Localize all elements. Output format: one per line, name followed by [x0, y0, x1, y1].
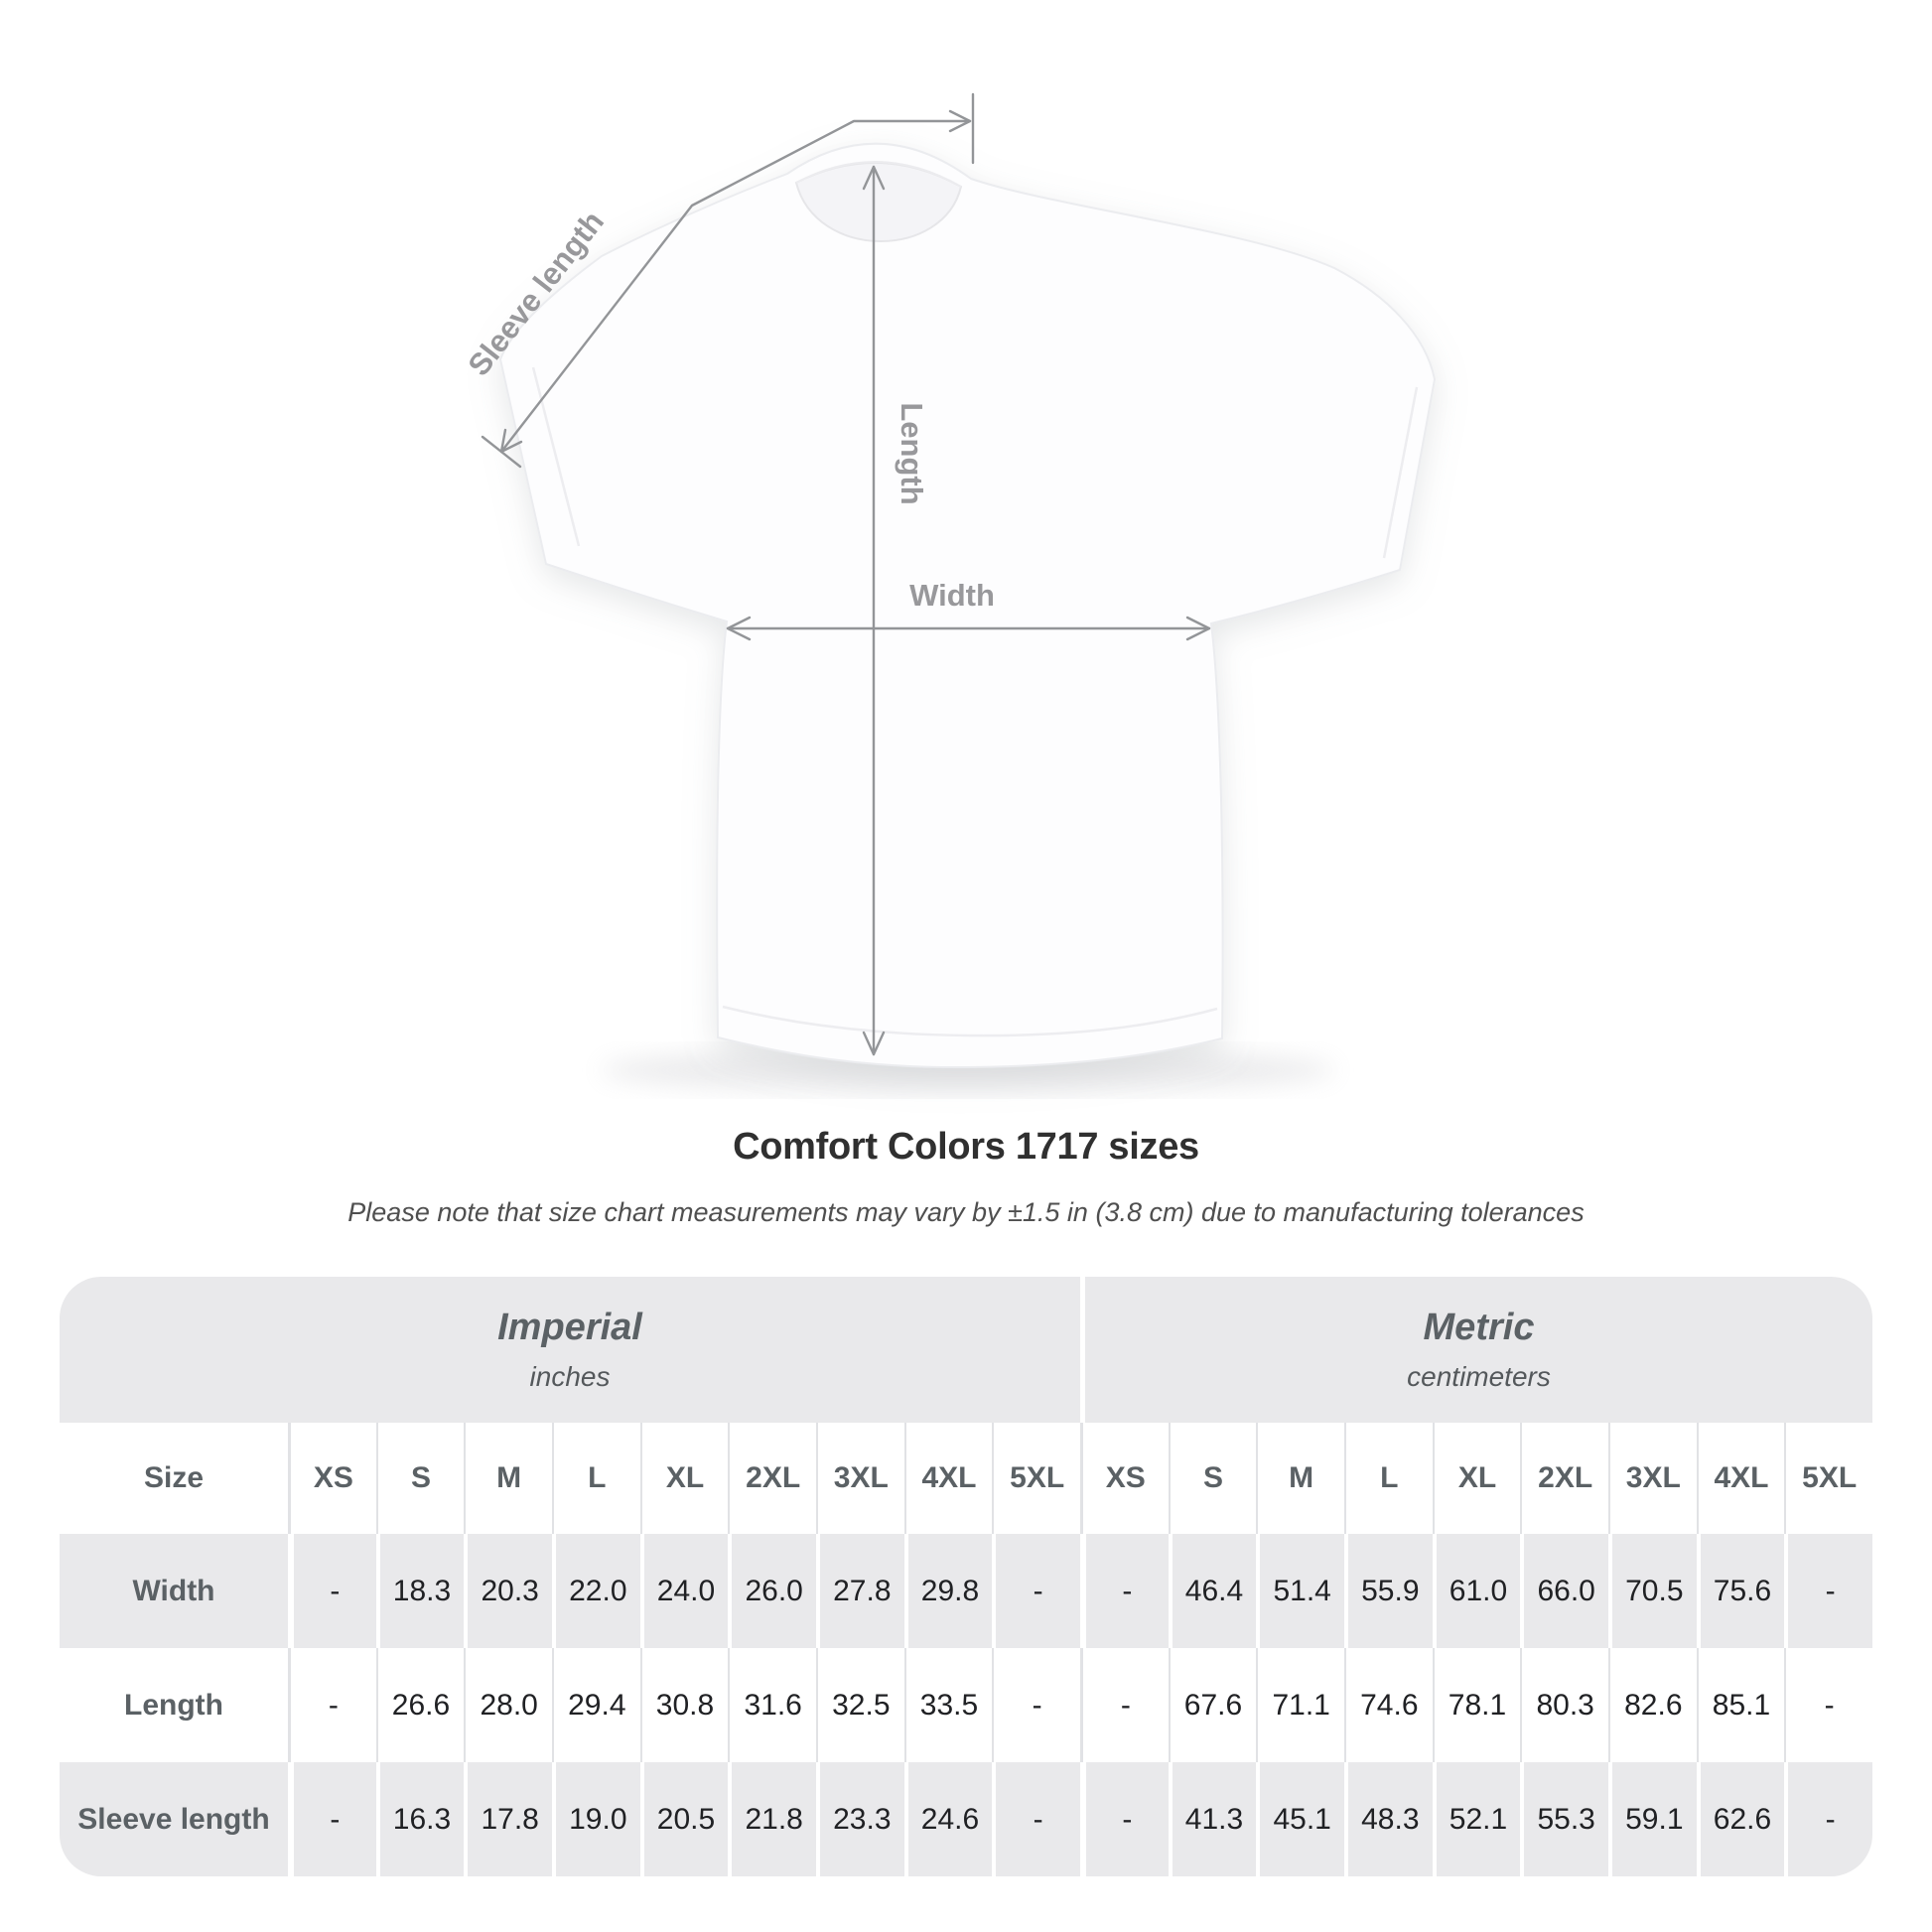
size-value-cell: 21.8	[728, 1762, 816, 1876]
size-value-cell: 26.6	[376, 1648, 465, 1762]
size-value-cell: 46.4	[1169, 1534, 1257, 1648]
size-value-cell: 78.1	[1433, 1648, 1521, 1762]
page-title: Comfort Colors 1717 sizes	[733, 1126, 1199, 1168]
size-col-header: 3XL	[1608, 1423, 1697, 1534]
size-value-cell: -	[1080, 1648, 1169, 1762]
size-value-cell: 19.0	[552, 1762, 640, 1876]
metric-group-header	[1080, 1277, 1872, 1423]
size-col-header: 2XL	[1520, 1423, 1608, 1534]
sleeve-length-label: Sleeve length	[461, 205, 612, 383]
measurement-row	[60, 1648, 1872, 1762]
size-value-cell: 22.0	[552, 1534, 640, 1648]
size-col-header: S	[376, 1423, 465, 1534]
size-col-header: XL	[1433, 1423, 1521, 1534]
size-value-cell: -	[1784, 1648, 1872, 1762]
size-value-cell: 16.3	[376, 1762, 465, 1876]
size-value-cell: 27.8	[816, 1534, 904, 1648]
unit-header-row	[60, 1277, 1872, 1423]
size-value-cell: 74.6	[1344, 1648, 1433, 1762]
size-corner-label: Size	[143, 1461, 205, 1494]
measurement-row	[60, 1534, 1872, 1648]
size-value-cell: 29.8	[904, 1534, 993, 1648]
size-value-cell: -	[288, 1762, 376, 1876]
size-value-cell: 32.5	[816, 1648, 904, 1762]
size-value-cell: -	[1080, 1762, 1169, 1876]
size-value-cell: 66.0	[1520, 1534, 1608, 1648]
size-col-header: 4XL	[904, 1423, 993, 1534]
size-col-header: L	[552, 1423, 640, 1534]
size-col-header: S	[1169, 1423, 1257, 1534]
size-value-cell: -	[1784, 1762, 1872, 1876]
size-value-cell: 17.8	[464, 1762, 552, 1876]
size-value-cell: 80.3	[1520, 1648, 1608, 1762]
size-value-cell: 55.9	[1344, 1534, 1433, 1648]
size-value-cell: 75.6	[1697, 1534, 1785, 1648]
size-col-header: XL	[640, 1423, 729, 1534]
size-value-cell: -	[992, 1648, 1080, 1762]
size-value-cell: 45.1	[1256, 1762, 1344, 1876]
size-col-header: XS	[288, 1423, 376, 1534]
size-value-cell: 70.5	[1608, 1534, 1697, 1648]
size-value-cell: 41.3	[1169, 1762, 1257, 1876]
size-value-cell: 61.0	[1433, 1534, 1521, 1648]
size-value-cell: 85.1	[1697, 1648, 1785, 1762]
size-value-cell: 71.1	[1256, 1648, 1344, 1762]
measurement-row-label: Length	[124, 1688, 223, 1722]
imperial-group-header	[60, 1277, 1080, 1423]
size-col-header: XS	[1080, 1423, 1169, 1534]
size-col-header: 5XL	[992, 1423, 1080, 1534]
measurement-row-label: Width	[132, 1574, 215, 1607]
size-value-cell: 26.0	[728, 1534, 816, 1648]
size-value-cell: -	[992, 1534, 1080, 1648]
size-value-cell: 82.6	[1608, 1648, 1697, 1762]
size-value-cell: 20.5	[640, 1762, 729, 1876]
size-value-cell: -	[1080, 1534, 1169, 1648]
size-value-cell: 28.0	[464, 1648, 552, 1762]
size-table	[60, 1277, 1872, 1876]
size-value-cell: 67.6	[1169, 1648, 1257, 1762]
size-col-header: M	[464, 1423, 552, 1534]
size-col-header: 5XL	[1784, 1423, 1872, 1534]
size-value-cell: -	[992, 1762, 1080, 1876]
size-value-cell: -	[1784, 1534, 1872, 1648]
metric-unit-label: centimeters	[1407, 1361, 1551, 1392]
size-col-header: 3XL	[816, 1423, 904, 1534]
size-value-cell: -	[288, 1534, 376, 1648]
size-value-cell: 31.6	[728, 1648, 816, 1762]
size-value-cell: 51.4	[1256, 1534, 1344, 1648]
imperial-unit-label: inches	[529, 1361, 611, 1392]
metric-label: Metric	[1423, 1307, 1535, 1348]
size-value-cell: 20.3	[464, 1534, 552, 1648]
size-value-cell: 62.6	[1697, 1762, 1785, 1876]
tolerance-note: Please note that size chart measurements may vary by ±1.5 in (3.8 cm) due to manufacturing tolerances	[347, 1197, 1585, 1227]
size-col-header: 2XL	[728, 1423, 816, 1534]
size-value-cell: -	[288, 1648, 376, 1762]
size-value-cell: 55.3	[1520, 1762, 1608, 1876]
size-value-cell: 23.3	[816, 1762, 904, 1876]
size-value-cell: 29.4	[552, 1648, 640, 1762]
size-value-cell: 30.8	[640, 1648, 729, 1762]
size-col-header: 4XL	[1697, 1423, 1785, 1534]
size-value-cell: 59.1	[1608, 1762, 1697, 1876]
size-value-cell: 24.6	[904, 1762, 993, 1876]
size-value-cell: 18.3	[376, 1534, 465, 1648]
size-value-cell: 24.0	[640, 1534, 729, 1648]
size-value-cell: 52.1	[1433, 1762, 1521, 1876]
size-header-row	[60, 1423, 1872, 1534]
imperial-label: Imperial	[497, 1307, 642, 1348]
length-label: Length	[895, 402, 929, 505]
measurement-row-label: Sleeve length	[77, 1802, 270, 1836]
size-value-cell: 33.5	[904, 1648, 993, 1762]
size-col-header: M	[1256, 1423, 1344, 1534]
size-col-header: L	[1344, 1423, 1433, 1534]
size-value-cell: 48.3	[1344, 1762, 1433, 1876]
width-label: Width	[909, 578, 995, 613]
measurement-row	[60, 1762, 1872, 1876]
